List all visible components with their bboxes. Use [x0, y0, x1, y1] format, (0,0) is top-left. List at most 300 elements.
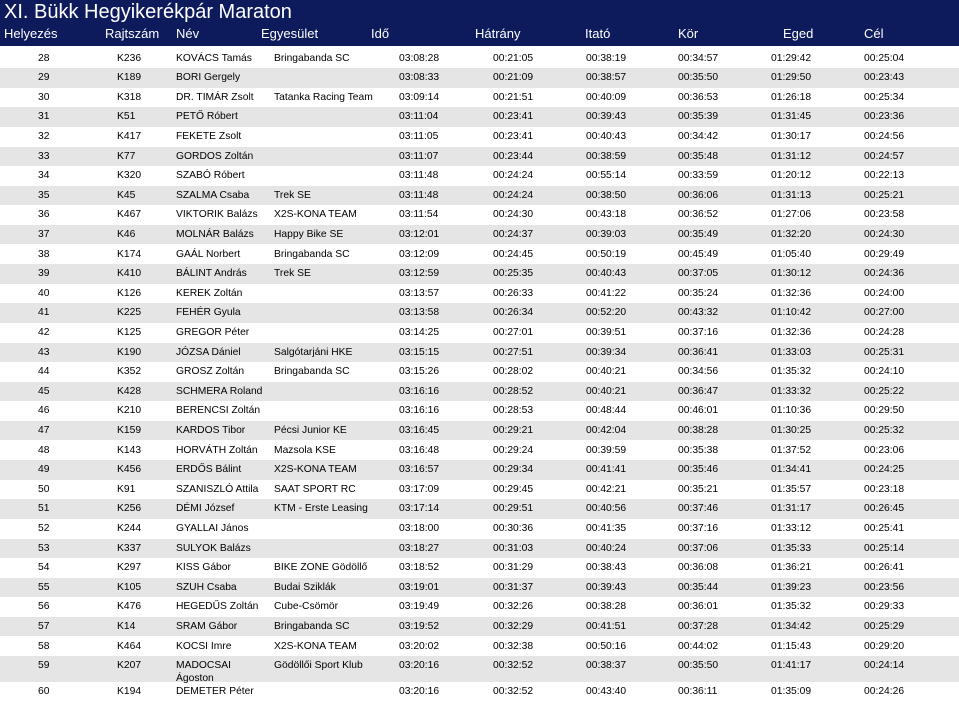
goal-cell: 00:25:21 — [864, 189, 905, 201]
bib-cell: K159 — [117, 424, 142, 436]
eged-cell: 01:32:36 — [771, 326, 812, 338]
bib-cell: K236 — [117, 52, 142, 64]
table-row — [0, 382, 959, 402]
gap-cell: 00:24:24 — [493, 189, 534, 201]
bib-cell: K46 — [117, 228, 136, 240]
eged-cell: 01:33:03 — [771, 346, 812, 358]
name-cell: KARDOS Tibor — [176, 424, 246, 436]
bib-cell: K210 — [117, 405, 142, 417]
bib-cell: K174 — [117, 248, 142, 260]
drink-cell: 00:41:35 — [586, 522, 627, 534]
gap-cell: 00:31:03 — [493, 542, 534, 554]
table-row — [0, 284, 959, 304]
name-cell: KEREK Zoltán — [176, 287, 243, 299]
gap-cell: 00:23:44 — [493, 150, 534, 162]
bib-cell: K77 — [117, 150, 136, 162]
lap-cell: 00:46:01 — [678, 405, 719, 417]
bib-cell: K467 — [117, 209, 142, 221]
eged-cell: 01:33:12 — [771, 522, 812, 534]
rank-cell: 51 — [38, 503, 50, 515]
table-row — [0, 343, 959, 363]
bib-cell: K428 — [117, 385, 142, 397]
name-cell: MOLNÁR Balázs — [176, 228, 254, 240]
gap-cell: 00:26:33 — [493, 287, 534, 299]
rank-cell: 45 — [38, 385, 50, 397]
time-cell: 03:15:26 — [399, 366, 440, 378]
goal-cell: 00:25:14 — [864, 542, 905, 554]
gap-cell: 00:24:30 — [493, 209, 534, 221]
goal-cell: 00:25:32 — [864, 424, 905, 436]
name-cell: GYALLAI János — [176, 522, 249, 534]
time-cell: 03:18:00 — [399, 522, 440, 534]
eged-cell: 01:30:25 — [771, 424, 812, 436]
rank-cell: 56 — [38, 601, 50, 613]
rank-cell: 37 — [38, 228, 50, 240]
lap-cell: 00:36:06 — [678, 189, 719, 201]
name-cell: JÓZSA Dániel — [176, 346, 241, 358]
club-cell: Bringabanda SC — [274, 248, 350, 260]
table-row — [0, 107, 959, 127]
goal-cell: 00:23:18 — [864, 483, 905, 495]
eged-cell: 01:15:43 — [771, 640, 812, 652]
goal-cell: 00:24:25 — [864, 464, 905, 476]
gap-cell: 00:30:36 — [493, 522, 534, 534]
eged-cell: 01:37:52 — [771, 444, 812, 456]
goal-cell: 00:23:56 — [864, 581, 905, 593]
goal-cell: 00:25:31 — [864, 346, 905, 358]
goal-cell: 00:23:06 — [864, 444, 905, 456]
rank-cell: 52 — [38, 522, 50, 534]
table-row — [0, 225, 959, 245]
rank-cell: 30 — [38, 91, 50, 103]
club-cell: X2S-KONA TEAM — [274, 464, 357, 476]
time-cell: 03:14:25 — [399, 326, 440, 338]
time-cell: 03:12:09 — [399, 248, 440, 260]
drink-cell: 00:38:43 — [586, 562, 627, 574]
eged-cell: 01:35:33 — [771, 542, 812, 554]
eged-cell: 01:35:32 — [771, 601, 812, 613]
name-cell: DR. TIMÁR Zsolt — [176, 91, 254, 103]
gap-cell: 00:23:41 — [493, 111, 534, 123]
eged-cell: 01:27:06 — [771, 209, 812, 221]
rank-cell: 33 — [38, 150, 50, 162]
col-header-name: Név — [176, 26, 200, 41]
gap-cell: 00:28:52 — [493, 385, 534, 397]
lap-cell: 00:35:50 — [678, 72, 719, 84]
gap-cell: 00:26:34 — [493, 307, 534, 319]
bib-cell: K256 — [117, 503, 142, 515]
rank-cell: 34 — [38, 170, 50, 182]
time-cell: 03:12:01 — [399, 228, 440, 240]
table-row — [0, 637, 959, 657]
time-cell: 03:16:57 — [399, 464, 440, 476]
table-row — [0, 421, 959, 441]
club-cell: X2S-KONA TEAM — [274, 640, 357, 652]
lap-cell: 00:37:06 — [678, 542, 719, 554]
gap-cell: 00:27:51 — [493, 346, 534, 358]
name-cell: SZALMA Csaba — [176, 189, 250, 201]
drink-cell: 00:41:41 — [586, 464, 627, 476]
drink-cell: 00:40:43 — [586, 268, 627, 280]
col-header-goal: Cél — [864, 26, 884, 41]
name-cell: FEKETE Zsolt — [176, 130, 242, 142]
lap-cell: 00:34:57 — [678, 52, 719, 64]
name-cell: HEGEDŰS Zoltán — [176, 601, 259, 613]
time-cell: 03:20:16 — [399, 660, 440, 672]
name-cell: SZUH Csaba — [176, 581, 237, 593]
time-cell: 03:16:45 — [399, 424, 440, 436]
table-row — [0, 303, 959, 323]
eged-cell: 01:34:42 — [771, 620, 812, 632]
drink-cell: 00:43:18 — [586, 209, 627, 221]
time-cell: 03:17:09 — [399, 483, 440, 495]
eged-cell: 01:35:57 — [771, 483, 812, 495]
drink-cell: 00:52:20 — [586, 307, 627, 319]
lap-cell: 00:36:11 — [678, 685, 718, 697]
name-cell: GAÁL Norbert — [176, 248, 241, 260]
time-cell: 03:11:54 — [399, 209, 439, 221]
rank-cell: 36 — [38, 209, 50, 221]
table-row — [0, 323, 959, 343]
eged-cell: 01:32:36 — [771, 287, 812, 299]
gap-cell: 00:29:34 — [493, 464, 534, 476]
drink-cell: 00:50:16 — [586, 640, 627, 652]
table-row — [0, 166, 959, 186]
rank-cell: 44 — [38, 366, 50, 378]
name-cell: PETŐ Róbert — [176, 111, 238, 123]
goal-cell: 00:24:26 — [864, 685, 905, 697]
lap-cell: 00:35:48 — [678, 150, 719, 162]
rank-cell: 35 — [38, 189, 50, 201]
name-cell: MADOCSAI — [176, 660, 231, 672]
time-cell: 03:15:15 — [399, 346, 440, 358]
gap-cell: 00:21:05 — [493, 52, 534, 64]
name-cell: SZANISZLÓ Attila — [176, 483, 259, 495]
rank-cell: 49 — [38, 464, 50, 476]
name-cell-continued: Ágoston — [176, 673, 214, 685]
drink-cell: 00:42:21 — [586, 483, 627, 495]
time-cell: 03:11:48 — [399, 170, 439, 182]
time-cell: 03:08:33 — [399, 72, 440, 84]
goal-cell: 00:24:14 — [864, 660, 905, 672]
gap-cell: 00:31:29 — [493, 562, 534, 574]
club-cell: BIKE ZONE Gödöllő — [274, 562, 368, 574]
rank-cell: 59 — [38, 660, 50, 672]
goal-cell: 00:22:13 — [864, 170, 905, 182]
table-row — [0, 49, 959, 69]
goal-cell: 00:26:41 — [864, 562, 905, 574]
lap-cell: 00:34:56 — [678, 366, 719, 378]
name-cell: SRAM Gábor — [176, 620, 238, 632]
gap-cell: 00:32:29 — [493, 620, 534, 632]
lap-cell: 00:37:16 — [678, 326, 719, 338]
bib-cell: K126 — [117, 287, 142, 299]
eged-cell: 01:29:50 — [771, 72, 812, 84]
name-cell: BERENCSI Zoltán — [176, 405, 261, 417]
drink-cell: 00:38:19 — [586, 52, 627, 64]
table-row — [0, 578, 959, 598]
goal-cell: 00:25:41 — [864, 522, 905, 534]
goal-cell: 00:26:45 — [864, 503, 905, 515]
lap-cell: 00:36:53 — [678, 91, 719, 103]
gap-cell: 00:24:45 — [493, 248, 534, 260]
lap-cell: 00:37:05 — [678, 268, 719, 280]
rank-cell: 53 — [38, 542, 50, 554]
name-cell: FEHÉR Gyula — [176, 307, 241, 319]
rank-cell: 40 — [38, 287, 50, 299]
gap-cell: 00:23:41 — [493, 130, 534, 142]
name-cell: KOVÁCS Tamás — [176, 52, 252, 64]
club-cell: Pécsi Junior KE — [274, 424, 347, 436]
drink-cell: 00:42:04 — [586, 424, 627, 436]
drink-cell: 00:39:43 — [586, 111, 627, 123]
drink-cell: 00:41:22 — [586, 287, 627, 299]
club-cell: Bringabanda SC — [274, 620, 350, 632]
bib-cell: K45 — [117, 189, 136, 201]
goal-cell: 00:27:00 — [864, 307, 905, 319]
table-row — [0, 401, 959, 421]
time-cell: 03:09:14 — [399, 91, 440, 103]
table-row — [0, 441, 959, 461]
lap-cell: 00:36:41 — [678, 346, 719, 358]
eged-cell: 01:35:32 — [771, 366, 812, 378]
table-row — [0, 656, 959, 685]
name-cell: KOCSI Imre — [176, 640, 232, 652]
drink-cell: 00:40:43 — [586, 130, 627, 142]
rank-cell: 39 — [38, 268, 50, 280]
eged-cell: 01:05:40 — [771, 248, 812, 260]
drink-cell: 00:40:21 — [586, 366, 627, 378]
drink-cell: 00:39:03 — [586, 228, 627, 240]
bib-cell: K14 — [117, 620, 136, 632]
drink-cell: 00:40:09 — [586, 91, 627, 103]
club-cell: Trek SE — [274, 268, 311, 280]
table-row — [0, 460, 959, 480]
rank-cell: 48 — [38, 444, 50, 456]
drink-cell: 00:38:28 — [586, 601, 627, 613]
goal-cell: 00:24:56 — [864, 130, 905, 142]
drink-cell: 00:39:43 — [586, 581, 627, 593]
bib-cell: K320 — [117, 170, 142, 182]
bib-cell: K143 — [117, 444, 142, 456]
name-cell: HORVÁTH Zoltán — [176, 444, 258, 456]
gap-cell: 00:32:52 — [493, 685, 534, 697]
gap-cell: 00:29:21 — [493, 424, 534, 436]
bib-cell: K297 — [117, 562, 142, 574]
name-cell: GREGOR Péter — [176, 326, 250, 338]
bib-cell: K125 — [117, 326, 142, 338]
goal-cell: 00:25:04 — [864, 52, 905, 64]
eged-cell: 01:30:17 — [771, 130, 812, 142]
eged-cell: 01:32:20 — [771, 228, 812, 240]
time-cell: 03:17:14 — [399, 503, 440, 515]
lap-cell: 00:37:28 — [678, 620, 719, 632]
gap-cell: 00:29:24 — [493, 444, 534, 456]
col-header-gap: Hátrány — [475, 26, 521, 41]
rank-cell: 47 — [38, 424, 50, 436]
club-cell: X2S-KONA TEAM — [274, 209, 357, 221]
goal-cell: 00:25:29 — [864, 620, 905, 632]
rank-cell: 54 — [38, 562, 50, 574]
col-header-drink: Itató — [585, 26, 611, 41]
col-header-eged: Eged — [783, 26, 814, 41]
bib-cell: K244 — [117, 522, 142, 534]
lap-cell: 00:38:28 — [678, 424, 719, 436]
goal-cell: 00:24:57 — [864, 150, 905, 162]
lap-cell: 00:35:50 — [678, 660, 719, 672]
rank-cell: 57 — [38, 620, 50, 632]
lap-cell: 00:35:38 — [678, 444, 719, 456]
gap-cell: 00:25:35 — [493, 268, 534, 280]
eged-cell: 01:41:17 — [771, 660, 812, 672]
table-row — [0, 519, 959, 539]
table-row — [0, 480, 959, 500]
name-cell: VIKTORIK Balázs — [176, 209, 258, 221]
time-cell: 03:13:57 — [399, 287, 440, 299]
eged-cell: 01:36:21 — [771, 562, 812, 574]
name-cell: SULYOK Balázs — [176, 542, 251, 554]
page-title: XI. Bükk Hegyikerékpár Maraton — [4, 1, 292, 23]
time-cell: 03:11:04 — [399, 111, 439, 123]
club-cell: Trek SE — [274, 189, 311, 201]
eged-cell: 01:39:23 — [771, 581, 812, 593]
drink-cell: 00:38:59 — [586, 150, 627, 162]
table-row — [0, 147, 959, 167]
eged-cell: 01:26:18 — [771, 91, 812, 103]
gap-cell: 00:32:38 — [493, 640, 534, 652]
time-cell: 03:12:59 — [399, 268, 440, 280]
lap-cell: 00:35:24 — [678, 287, 719, 299]
eged-cell: 01:10:42 — [771, 307, 812, 319]
goal-cell: 00:24:00 — [864, 287, 905, 299]
goal-cell: 00:23:43 — [864, 72, 905, 84]
rank-cell: 60 — [38, 685, 50, 697]
eged-cell: 01:31:13 — [771, 189, 812, 201]
time-cell: 03:16:16 — [399, 405, 440, 417]
col-header-rank: Helyezés — [4, 26, 58, 41]
club-cell: Cube-Csömör — [274, 601, 339, 613]
time-cell: 03:20:02 — [399, 640, 440, 652]
lap-cell: 00:36:08 — [678, 562, 719, 574]
table-row — [0, 264, 959, 284]
gap-cell: 00:29:45 — [493, 483, 534, 495]
eged-cell: 01:34:41 — [771, 464, 812, 476]
eged-cell: 01:31:12 — [771, 150, 812, 162]
rank-cell: 58 — [38, 640, 50, 652]
drink-cell: 00:48:44 — [586, 405, 627, 417]
goal-cell: 00:24:30 — [864, 228, 905, 240]
club-cell: Bringabanda SC — [274, 52, 350, 64]
drink-cell: 00:38:37 — [586, 660, 627, 672]
gap-cell: 00:28:02 — [493, 366, 534, 378]
rank-cell: 32 — [38, 130, 50, 142]
eged-cell: 01:30:12 — [771, 268, 812, 280]
drink-cell: 00:39:51 — [586, 326, 627, 338]
page-header — [0, 0, 959, 46]
bib-cell: K91 — [117, 483, 136, 495]
col-header-club: Egyesület — [261, 26, 319, 41]
club-cell: Bringabanda SC — [274, 366, 350, 378]
rank-cell: 50 — [38, 483, 50, 495]
name-cell: GROSZ Zoltán — [176, 366, 245, 378]
rank-cell: 42 — [38, 326, 50, 338]
bib-cell: K476 — [117, 601, 142, 613]
time-cell: 03:16:48 — [399, 444, 440, 456]
rank-cell: 38 — [38, 248, 50, 260]
lap-cell: 00:43:32 — [678, 307, 719, 319]
lap-cell: 00:35:49 — [678, 228, 719, 240]
table-row — [0, 205, 959, 225]
time-cell: 03:18:52 — [399, 562, 440, 574]
table-row — [0, 558, 959, 578]
drink-cell: 00:40:21 — [586, 385, 627, 397]
eged-cell: 01:31:45 — [771, 111, 812, 123]
bib-cell: K337 — [117, 542, 142, 554]
time-cell: 03:13:58 — [399, 307, 440, 319]
bib-cell: K352 — [117, 366, 142, 378]
time-cell: 03:19:49 — [399, 601, 440, 613]
goal-cell: 00:24:28 — [864, 326, 905, 338]
club-cell: Tatanka Racing Team — [274, 91, 373, 103]
table-row — [0, 88, 959, 108]
name-cell: SCHMERA Roland — [176, 385, 263, 397]
club-cell: Budai Sziklák — [274, 581, 336, 593]
bib-cell: K190 — [117, 346, 142, 358]
lap-cell: 00:37:16 — [678, 522, 719, 534]
drink-cell: 00:40:56 — [586, 503, 627, 515]
club-cell: SAAT SPORT RC — [274, 483, 356, 495]
lap-cell: 00:35:44 — [678, 581, 719, 593]
rank-cell: 41 — [38, 307, 50, 319]
lap-cell: 00:35:21 — [678, 483, 719, 495]
col-header-time: Idő — [371, 26, 390, 41]
bib-cell: K207 — [117, 660, 142, 672]
lap-cell: 00:35:46 — [678, 464, 719, 476]
bib-cell: K464 — [117, 640, 142, 652]
lap-cell: 00:35:39 — [678, 111, 719, 123]
name-cell: KISS Gábor — [176, 562, 231, 574]
time-cell: 03:19:01 — [399, 581, 440, 593]
bib-cell: K456 — [117, 464, 142, 476]
table-row — [0, 682, 959, 701]
time-cell: 03:08:28 — [399, 52, 440, 64]
table-row — [0, 597, 959, 617]
time-cell: 03:20:16 — [399, 685, 440, 697]
club-cell: KTM - Erste Leasing — [274, 503, 368, 515]
table-row — [0, 127, 959, 147]
time-cell: 03:16:16 — [399, 385, 440, 397]
bib-cell: K225 — [117, 307, 142, 319]
name-cell: DEMETER Péter — [176, 685, 254, 697]
drink-cell: 00:50:19 — [586, 248, 627, 260]
gap-cell: 00:24:37 — [493, 228, 534, 240]
goal-cell: 00:24:36 — [864, 268, 905, 280]
col-header-lap: Kör — [678, 26, 699, 41]
bib-cell: K51 — [117, 111, 136, 123]
name-cell: GORDOS Zoltán — [176, 150, 254, 162]
goal-cell: 00:23:58 — [864, 209, 905, 221]
name-cell: ERDŐS Bálint — [176, 464, 242, 476]
rank-cell: 46 — [38, 405, 50, 417]
rank-cell: 31 — [38, 111, 50, 123]
table-row — [0, 617, 959, 637]
drink-cell: 00:38:57 — [586, 72, 627, 84]
drink-cell: 00:43:40 — [586, 685, 627, 697]
club-cell: Salgótarjáni HKE — [274, 346, 353, 358]
goal-cell: 00:23:36 — [864, 111, 905, 123]
name-cell: SZABÓ Róbert — [176, 170, 245, 182]
gap-cell: 00:21:51 — [493, 91, 534, 103]
